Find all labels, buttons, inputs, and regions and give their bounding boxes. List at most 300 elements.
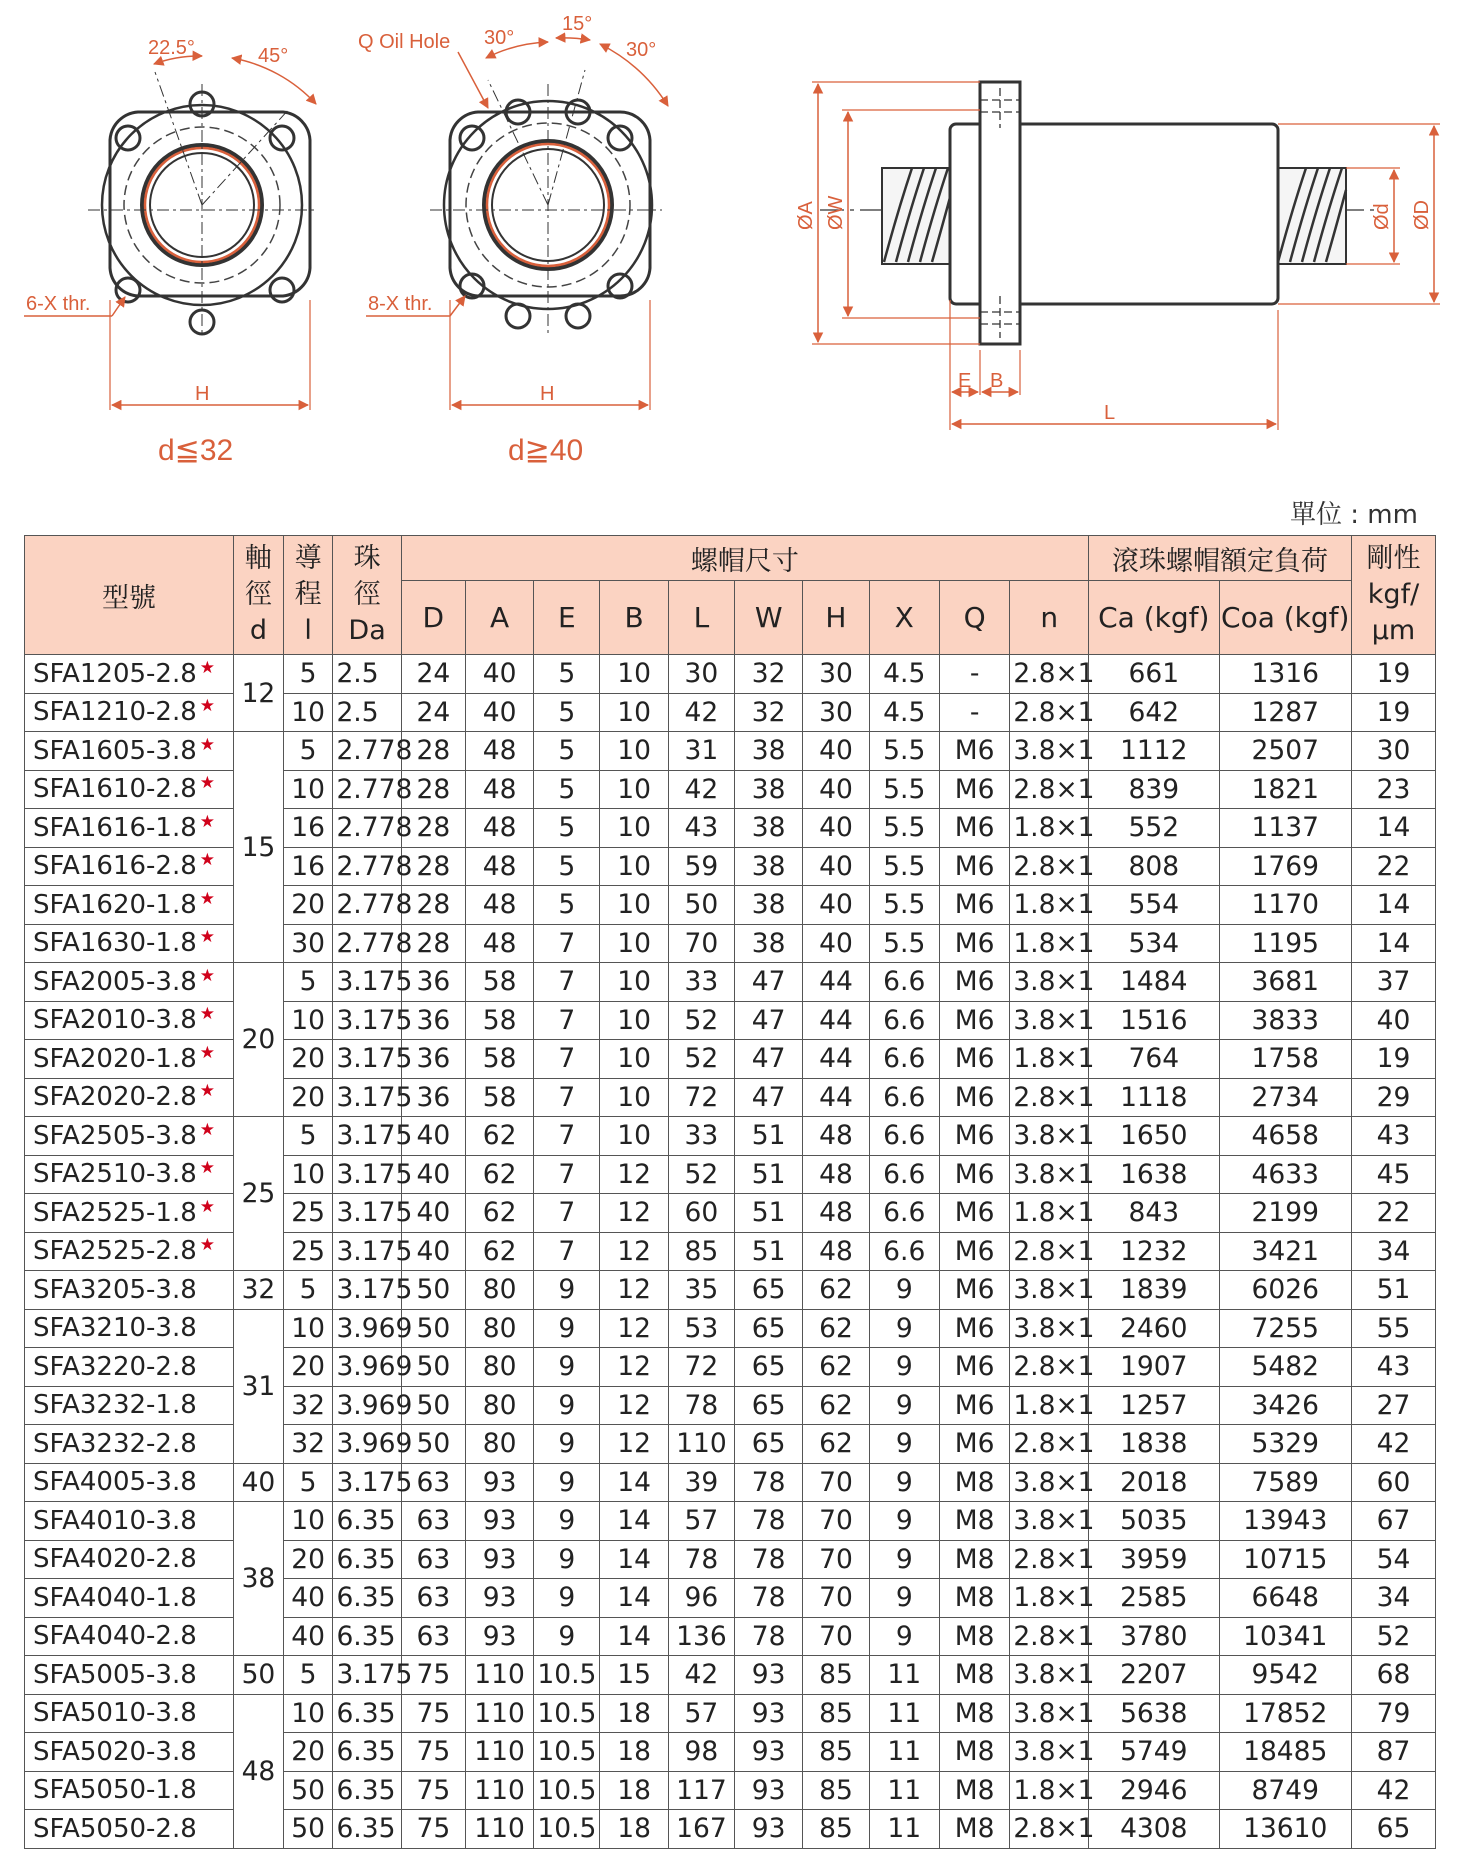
cell-D: 28 [401, 847, 465, 886]
cell-D: 28 [401, 924, 465, 963]
cell-k: 60 [1351, 1463, 1435, 1502]
cell-H: 48 [803, 1155, 869, 1194]
cell-W: 65 [735, 1348, 803, 1387]
cell-k: 68 [1351, 1656, 1435, 1695]
cell-E: 7 [534, 963, 600, 1002]
cell-l: 10 [283, 1001, 333, 1040]
cell-D: 40 [401, 1194, 465, 1233]
cell-Q: M6 [939, 847, 1009, 886]
cell-l: 32 [283, 1425, 333, 1464]
cell-da: 6.35 [333, 1733, 401, 1772]
cell-A: 48 [465, 847, 533, 886]
cell-Q: M6 [939, 1194, 1009, 1233]
cell-D: 63 [401, 1463, 465, 1502]
cell-L: 53 [668, 1309, 734, 1348]
cell-ca: 3959 [1089, 1540, 1219, 1579]
cell-B: 10 [600, 809, 668, 848]
cell-ca: 1118 [1089, 1078, 1219, 1117]
cell-l: 25 [283, 1232, 333, 1271]
cell-H: 40 [803, 732, 869, 771]
cell-da: 3.175 [333, 1656, 401, 1695]
cell-X: 5.5 [869, 732, 939, 771]
cell-B: 10 [600, 1117, 668, 1156]
cell-X: 9 [869, 1617, 939, 1656]
cell-n: 1.8×1 [1010, 1386, 1089, 1425]
model-cell: SFA3210-3.8 [25, 1309, 234, 1348]
cell-ca: 1638 [1089, 1155, 1219, 1194]
cell-n: 2.8×1 [1010, 1425, 1089, 1464]
cell-B: 18 [600, 1771, 668, 1810]
cell-W: 93 [735, 1694, 803, 1733]
cell-da: 3.175 [333, 963, 401, 1002]
shaft-diameter-cell: 12 [234, 655, 284, 732]
cell-H: 85 [803, 1771, 869, 1810]
cell-A: 48 [465, 886, 533, 925]
cell-H: 85 [803, 1694, 869, 1733]
model-cell: SFA4005-3.8 [25, 1463, 234, 1502]
cell-Q: - [939, 655, 1009, 694]
cell-ca: 2018 [1089, 1463, 1219, 1502]
cell-da: 6.35 [333, 1617, 401, 1656]
cell-l: 10 [283, 693, 333, 732]
cell-W: 65 [735, 1271, 803, 1310]
cell-k: 14 [1351, 886, 1435, 925]
cell-D: 50 [401, 1386, 465, 1425]
cell-X: 5.5 [869, 924, 939, 963]
cell-l: 20 [283, 1078, 333, 1117]
cell-l: 10 [283, 770, 333, 809]
dim-label: ØW [825, 195, 847, 230]
cell-Q: M8 [939, 1463, 1009, 1502]
cell-L: 33 [668, 1117, 734, 1156]
cell-E: 10.5 [534, 1771, 600, 1810]
cell-H: 70 [803, 1579, 869, 1618]
cell-W: 78 [735, 1617, 803, 1656]
cell-W: 51 [735, 1155, 803, 1194]
cell-D: 28 [401, 809, 465, 848]
cell-l: 5 [283, 655, 333, 694]
cell-coa: 1769 [1219, 847, 1351, 886]
cell-A: 40 [465, 655, 533, 694]
cell-H: 40 [803, 809, 869, 848]
cell-l: 30 [283, 924, 333, 963]
cell-L: 72 [668, 1078, 734, 1117]
cell-ca: 552 [1089, 809, 1219, 848]
cell-X: 6.6 [869, 1117, 939, 1156]
cell-da: 3.969 [333, 1425, 401, 1464]
cell-da: 3.175 [333, 1040, 401, 1079]
header-model: 型號 [25, 536, 234, 655]
header-col: W [735, 581, 803, 655]
cell-n: 3.8×1 [1010, 1463, 1089, 1502]
star-icon: ★ [199, 734, 216, 755]
cell-k: 42 [1351, 1771, 1435, 1810]
cell-E: 10.5 [534, 1694, 600, 1733]
cell-X: 6.6 [869, 963, 939, 1002]
dim-label: B [990, 370, 1004, 392]
cell-coa: 4658 [1219, 1117, 1351, 1156]
cell-H: 48 [803, 1194, 869, 1233]
cell-da: 2.5 [333, 693, 401, 732]
cell-Q: M6 [939, 886, 1009, 925]
caption-small: d≦32 [158, 434, 234, 467]
model-cell: SFA1630-1.8 ★ [25, 924, 234, 963]
cell-coa: 4633 [1219, 1155, 1351, 1194]
cell-W: 38 [735, 924, 803, 963]
cell-X: 9 [869, 1579, 939, 1618]
cell-coa: 5482 [1219, 1348, 1351, 1387]
model-cell: SFA3220-2.8 [25, 1348, 234, 1387]
cell-ca: 1907 [1089, 1348, 1219, 1387]
cell-W: 32 [735, 693, 803, 732]
shaft-diameter-cell: 15 [234, 732, 284, 963]
cell-n: 3.8×1 [1010, 1117, 1089, 1156]
cell-n: 1.8×1 [1010, 809, 1089, 848]
cell-W: 78 [735, 1502, 803, 1541]
cell-W: 93 [735, 1771, 803, 1810]
model-cell: SFA5050-1.8 [25, 1771, 234, 1810]
shaft-diameter-cell: 50 [234, 1656, 284, 1695]
cell-A: 48 [465, 924, 533, 963]
header-ball: 珠 徑 Da [333, 536, 401, 655]
cell-A: 48 [465, 732, 533, 771]
cell-ca: 2460 [1089, 1309, 1219, 1348]
cell-coa: 10341 [1219, 1617, 1351, 1656]
cell-l: 10 [283, 1309, 333, 1348]
cell-D: 40 [401, 1232, 465, 1271]
cell-da: 6.35 [333, 1540, 401, 1579]
cell-l: 5 [283, 1463, 333, 1502]
cell-Q: M6 [939, 1001, 1009, 1040]
cell-E: 10.5 [534, 1810, 600, 1849]
header-load: 滾珠螺帽額定負荷 [1089, 536, 1352, 581]
cell-Q: M8 [939, 1502, 1009, 1541]
cell-L: 110 [668, 1425, 734, 1464]
cell-B: 18 [600, 1694, 668, 1733]
cell-da: 2.778 [333, 809, 401, 848]
header-shaft: 軸 徑 d [234, 536, 284, 655]
angle-label: 30° [626, 39, 657, 61]
cell-n: 3.8×1 [1010, 1155, 1089, 1194]
cell-Q: M8 [939, 1694, 1009, 1733]
model-cell: SFA2005-3.8 ★ [25, 963, 234, 1002]
cell-coa: 9542 [1219, 1656, 1351, 1695]
model-cell: SFA2505-3.8 ★ [25, 1117, 234, 1156]
cell-k: 45 [1351, 1155, 1435, 1194]
cell-coa: 2199 [1219, 1194, 1351, 1233]
cell-k: 27 [1351, 1386, 1435, 1425]
header-col: L [668, 581, 734, 655]
cell-H: 44 [803, 1078, 869, 1117]
cell-L: 72 [668, 1348, 734, 1387]
cell-D: 63 [401, 1502, 465, 1541]
star-icon: ★ [199, 965, 216, 986]
model-cell: SFA1605-3.8 ★ [25, 732, 234, 771]
cell-n: 3.8×1 [1010, 1001, 1089, 1040]
cell-k: 52 [1351, 1617, 1435, 1656]
cell-coa: 1287 [1219, 693, 1351, 732]
cell-coa: 3421 [1219, 1232, 1351, 1271]
cell-A: 93 [465, 1540, 533, 1579]
dim-label: L [1104, 402, 1116, 424]
cell-da: 3.969 [333, 1386, 401, 1425]
cell-W: 47 [735, 1078, 803, 1117]
angle-label: 45° [258, 45, 289, 67]
cell-k: 79 [1351, 1694, 1435, 1733]
cell-L: 136 [668, 1617, 734, 1656]
cell-D: 24 [401, 693, 465, 732]
cell-A: 80 [465, 1271, 533, 1310]
cell-ca: 1838 [1089, 1425, 1219, 1464]
cell-Q: M6 [939, 1348, 1009, 1387]
angle-label: 30° [484, 27, 515, 49]
angle-label: 15° [562, 13, 593, 35]
star-icon: ★ [199, 696, 216, 717]
cell-coa: 1137 [1219, 809, 1351, 848]
cell-H: 44 [803, 1040, 869, 1079]
cell-B: 14 [600, 1579, 668, 1618]
cell-coa: 18485 [1219, 1733, 1351, 1772]
cell-Q: M6 [939, 1271, 1009, 1310]
cell-Q: M6 [939, 924, 1009, 963]
cell-k: 19 [1351, 655, 1435, 694]
cell-L: 35 [668, 1271, 734, 1310]
table-row [25, 1271, 1436, 1310]
cell-D: 36 [401, 963, 465, 1002]
cell-W: 47 [735, 1040, 803, 1079]
cell-X: 11 [869, 1694, 939, 1733]
cell-da: 6.35 [333, 1694, 401, 1733]
cell-Q: M6 [939, 770, 1009, 809]
cell-E: 7 [534, 1001, 600, 1040]
cell-k: 55 [1351, 1309, 1435, 1348]
cell-k: 54 [1351, 1540, 1435, 1579]
cell-X: 5.5 [869, 847, 939, 886]
cell-D: 75 [401, 1656, 465, 1695]
flange-front-view-small [24, 37, 316, 467]
cell-n: 2.8×1 [1010, 1348, 1089, 1387]
cell-X: 5.5 [869, 809, 939, 848]
cell-W: 93 [735, 1810, 803, 1849]
cell-B: 10 [600, 693, 668, 732]
cell-E: 5 [534, 886, 600, 925]
cell-E: 9 [534, 1386, 600, 1425]
cell-W: 65 [735, 1386, 803, 1425]
cell-X: 11 [869, 1656, 939, 1695]
cell-D: 40 [401, 1117, 465, 1156]
cell-coa: 7589 [1219, 1463, 1351, 1502]
cell-D: 28 [401, 770, 465, 809]
cell-D: 63 [401, 1579, 465, 1618]
cell-ca: 1839 [1089, 1271, 1219, 1310]
header-col: Ca (kgf) [1089, 581, 1219, 655]
cell-A: 62 [465, 1194, 533, 1233]
cell-H: 48 [803, 1232, 869, 1271]
cell-H: 85 [803, 1733, 869, 1772]
cell-L: 57 [668, 1694, 734, 1733]
cell-X: 6.6 [869, 1078, 939, 1117]
cell-k: 19 [1351, 693, 1435, 732]
cell-coa: 1821 [1219, 770, 1351, 809]
cell-coa: 1195 [1219, 924, 1351, 963]
cell-L: 98 [668, 1733, 734, 1772]
cell-A: 80 [465, 1309, 533, 1348]
model-cell: SFA5005-3.8 [25, 1656, 234, 1695]
cell-A: 62 [465, 1232, 533, 1271]
star-icon: ★ [199, 1196, 216, 1217]
cell-n: 3.8×1 [1010, 1694, 1089, 1733]
cell-B: 10 [600, 770, 668, 809]
cell-ca: 1112 [1089, 732, 1219, 771]
cell-L: 85 [668, 1232, 734, 1271]
cell-n: 2.8×1 [1010, 1617, 1089, 1656]
cell-Q: M6 [939, 1078, 1009, 1117]
cell-L: 167 [668, 1810, 734, 1849]
cell-X: 6.6 [869, 1232, 939, 1271]
cell-n: 2.8×1 [1010, 770, 1089, 809]
cell-W: 38 [735, 732, 803, 771]
cell-coa: 5329 [1219, 1425, 1351, 1464]
cell-D: 75 [401, 1694, 465, 1733]
cell-da: 2.778 [333, 847, 401, 886]
table-row [25, 963, 1436, 1002]
cell-l: 10 [283, 1694, 333, 1733]
cell-coa: 3426 [1219, 1386, 1351, 1425]
shaft-diameter-cell: 20 [234, 963, 284, 1117]
width-label: H [540, 383, 555, 405]
cell-coa: 2507 [1219, 732, 1351, 771]
cell-X: 9 [869, 1386, 939, 1425]
cell-A: 58 [465, 1040, 533, 1079]
cell-ca: 534 [1089, 924, 1219, 963]
cell-ca: 554 [1089, 886, 1219, 925]
cell-D: 75 [401, 1810, 465, 1849]
cell-A: 110 [465, 1694, 533, 1733]
cell-B: 12 [600, 1155, 668, 1194]
cell-B: 12 [600, 1271, 668, 1310]
cell-A: 80 [465, 1348, 533, 1387]
cell-L: 117 [668, 1771, 734, 1810]
star-icon: ★ [199, 850, 216, 871]
star-icon: ★ [199, 1119, 216, 1140]
cell-X: 11 [869, 1771, 939, 1810]
cell-A: 48 [465, 770, 533, 809]
flange-front-view-large [358, 13, 668, 467]
cell-E: 9 [534, 1309, 600, 1348]
cell-E: 7 [534, 924, 600, 963]
cell-E: 9 [534, 1540, 600, 1579]
width-label: H [195, 383, 210, 405]
cell-l: 25 [283, 1194, 333, 1233]
cell-W: 38 [735, 847, 803, 886]
cell-l: 32 [283, 1386, 333, 1425]
star-icon: ★ [199, 927, 216, 948]
cell-l: 16 [283, 847, 333, 886]
model-cell: SFA1620-1.8 ★ [25, 886, 234, 925]
cell-da: 6.35 [333, 1502, 401, 1541]
cell-D: 50 [401, 1309, 465, 1348]
cell-n: 3.8×1 [1010, 1502, 1089, 1541]
cell-A: 58 [465, 963, 533, 1002]
cell-A: 93 [465, 1502, 533, 1541]
model-cell: SFA5010-3.8 [25, 1694, 234, 1733]
cell-k: 34 [1351, 1232, 1435, 1271]
cell-n: 1.8×1 [1010, 1579, 1089, 1618]
header-col: B [600, 581, 668, 655]
model-cell: SFA4010-3.8 [25, 1502, 234, 1541]
cell-E: 9 [534, 1348, 600, 1387]
spec-table [24, 535, 1436, 1849]
cell-ca: 5035 [1089, 1502, 1219, 1541]
cell-ca: 4308 [1089, 1810, 1219, 1849]
cell-B: 10 [600, 847, 668, 886]
cell-Q: M6 [939, 963, 1009, 1002]
cell-H: 70 [803, 1617, 869, 1656]
cell-B: 15 [600, 1656, 668, 1695]
cell-n: 3.8×1 [1010, 1733, 1089, 1772]
cell-B: 14 [600, 1540, 668, 1579]
cell-W: 47 [735, 963, 803, 1002]
cell-l: 20 [283, 1040, 333, 1079]
cell-n: 3.8×1 [1010, 1271, 1089, 1310]
cell-n: 1.8×1 [1010, 1194, 1089, 1233]
cell-ca: 3780 [1089, 1617, 1219, 1656]
cell-da: 3.175 [333, 1078, 401, 1117]
dim-label: ØD [1411, 200, 1433, 230]
cell-L: 59 [668, 847, 734, 886]
cell-l: 5 [283, 1117, 333, 1156]
cell-E: 7 [534, 1194, 600, 1233]
cell-coa: 3681 [1219, 963, 1351, 1002]
cell-coa: 17852 [1219, 1694, 1351, 1733]
cell-X: 4.5 [869, 655, 939, 694]
cell-X: 9 [869, 1540, 939, 1579]
cell-Q: M6 [939, 1155, 1009, 1194]
cell-B: 12 [600, 1232, 668, 1271]
cell-B: 14 [600, 1502, 668, 1541]
cell-X: 6.6 [869, 1001, 939, 1040]
angle-label: 22.5° [148, 37, 195, 59]
cell-X: 5.5 [869, 770, 939, 809]
shaft-diameter-cell: 32 [234, 1271, 284, 1310]
cell-D: 36 [401, 1040, 465, 1079]
cell-k: 34 [1351, 1579, 1435, 1618]
model-cell: SFA3205-3.8 [25, 1271, 234, 1310]
cell-H: 40 [803, 847, 869, 886]
cell-H: 40 [803, 924, 869, 963]
cell-A: 40 [465, 693, 533, 732]
cell-n: 2.8×1 [1010, 693, 1089, 732]
cell-W: 78 [735, 1463, 803, 1502]
header-col: D [401, 581, 465, 655]
cell-n: 2.8×1 [1010, 1078, 1089, 1117]
cell-W: 78 [735, 1540, 803, 1579]
cell-W: 32 [735, 655, 803, 694]
cell-l: 5 [283, 1656, 333, 1695]
cell-X: 4.5 [869, 693, 939, 732]
cell-L: 78 [668, 1540, 734, 1579]
model-cell: SFA2010-3.8 ★ [25, 1001, 234, 1040]
cell-n: 2.8×1 [1010, 847, 1089, 886]
cell-da: 3.969 [333, 1309, 401, 1348]
cell-X: 11 [869, 1810, 939, 1849]
star-icon: ★ [199, 888, 216, 909]
model-cell: SFA2525-1.8 ★ [25, 1194, 234, 1233]
cell-E: 10.5 [534, 1733, 600, 1772]
cell-B: 10 [600, 924, 668, 963]
cell-L: 52 [668, 1040, 734, 1079]
star-icon: ★ [199, 1081, 216, 1102]
